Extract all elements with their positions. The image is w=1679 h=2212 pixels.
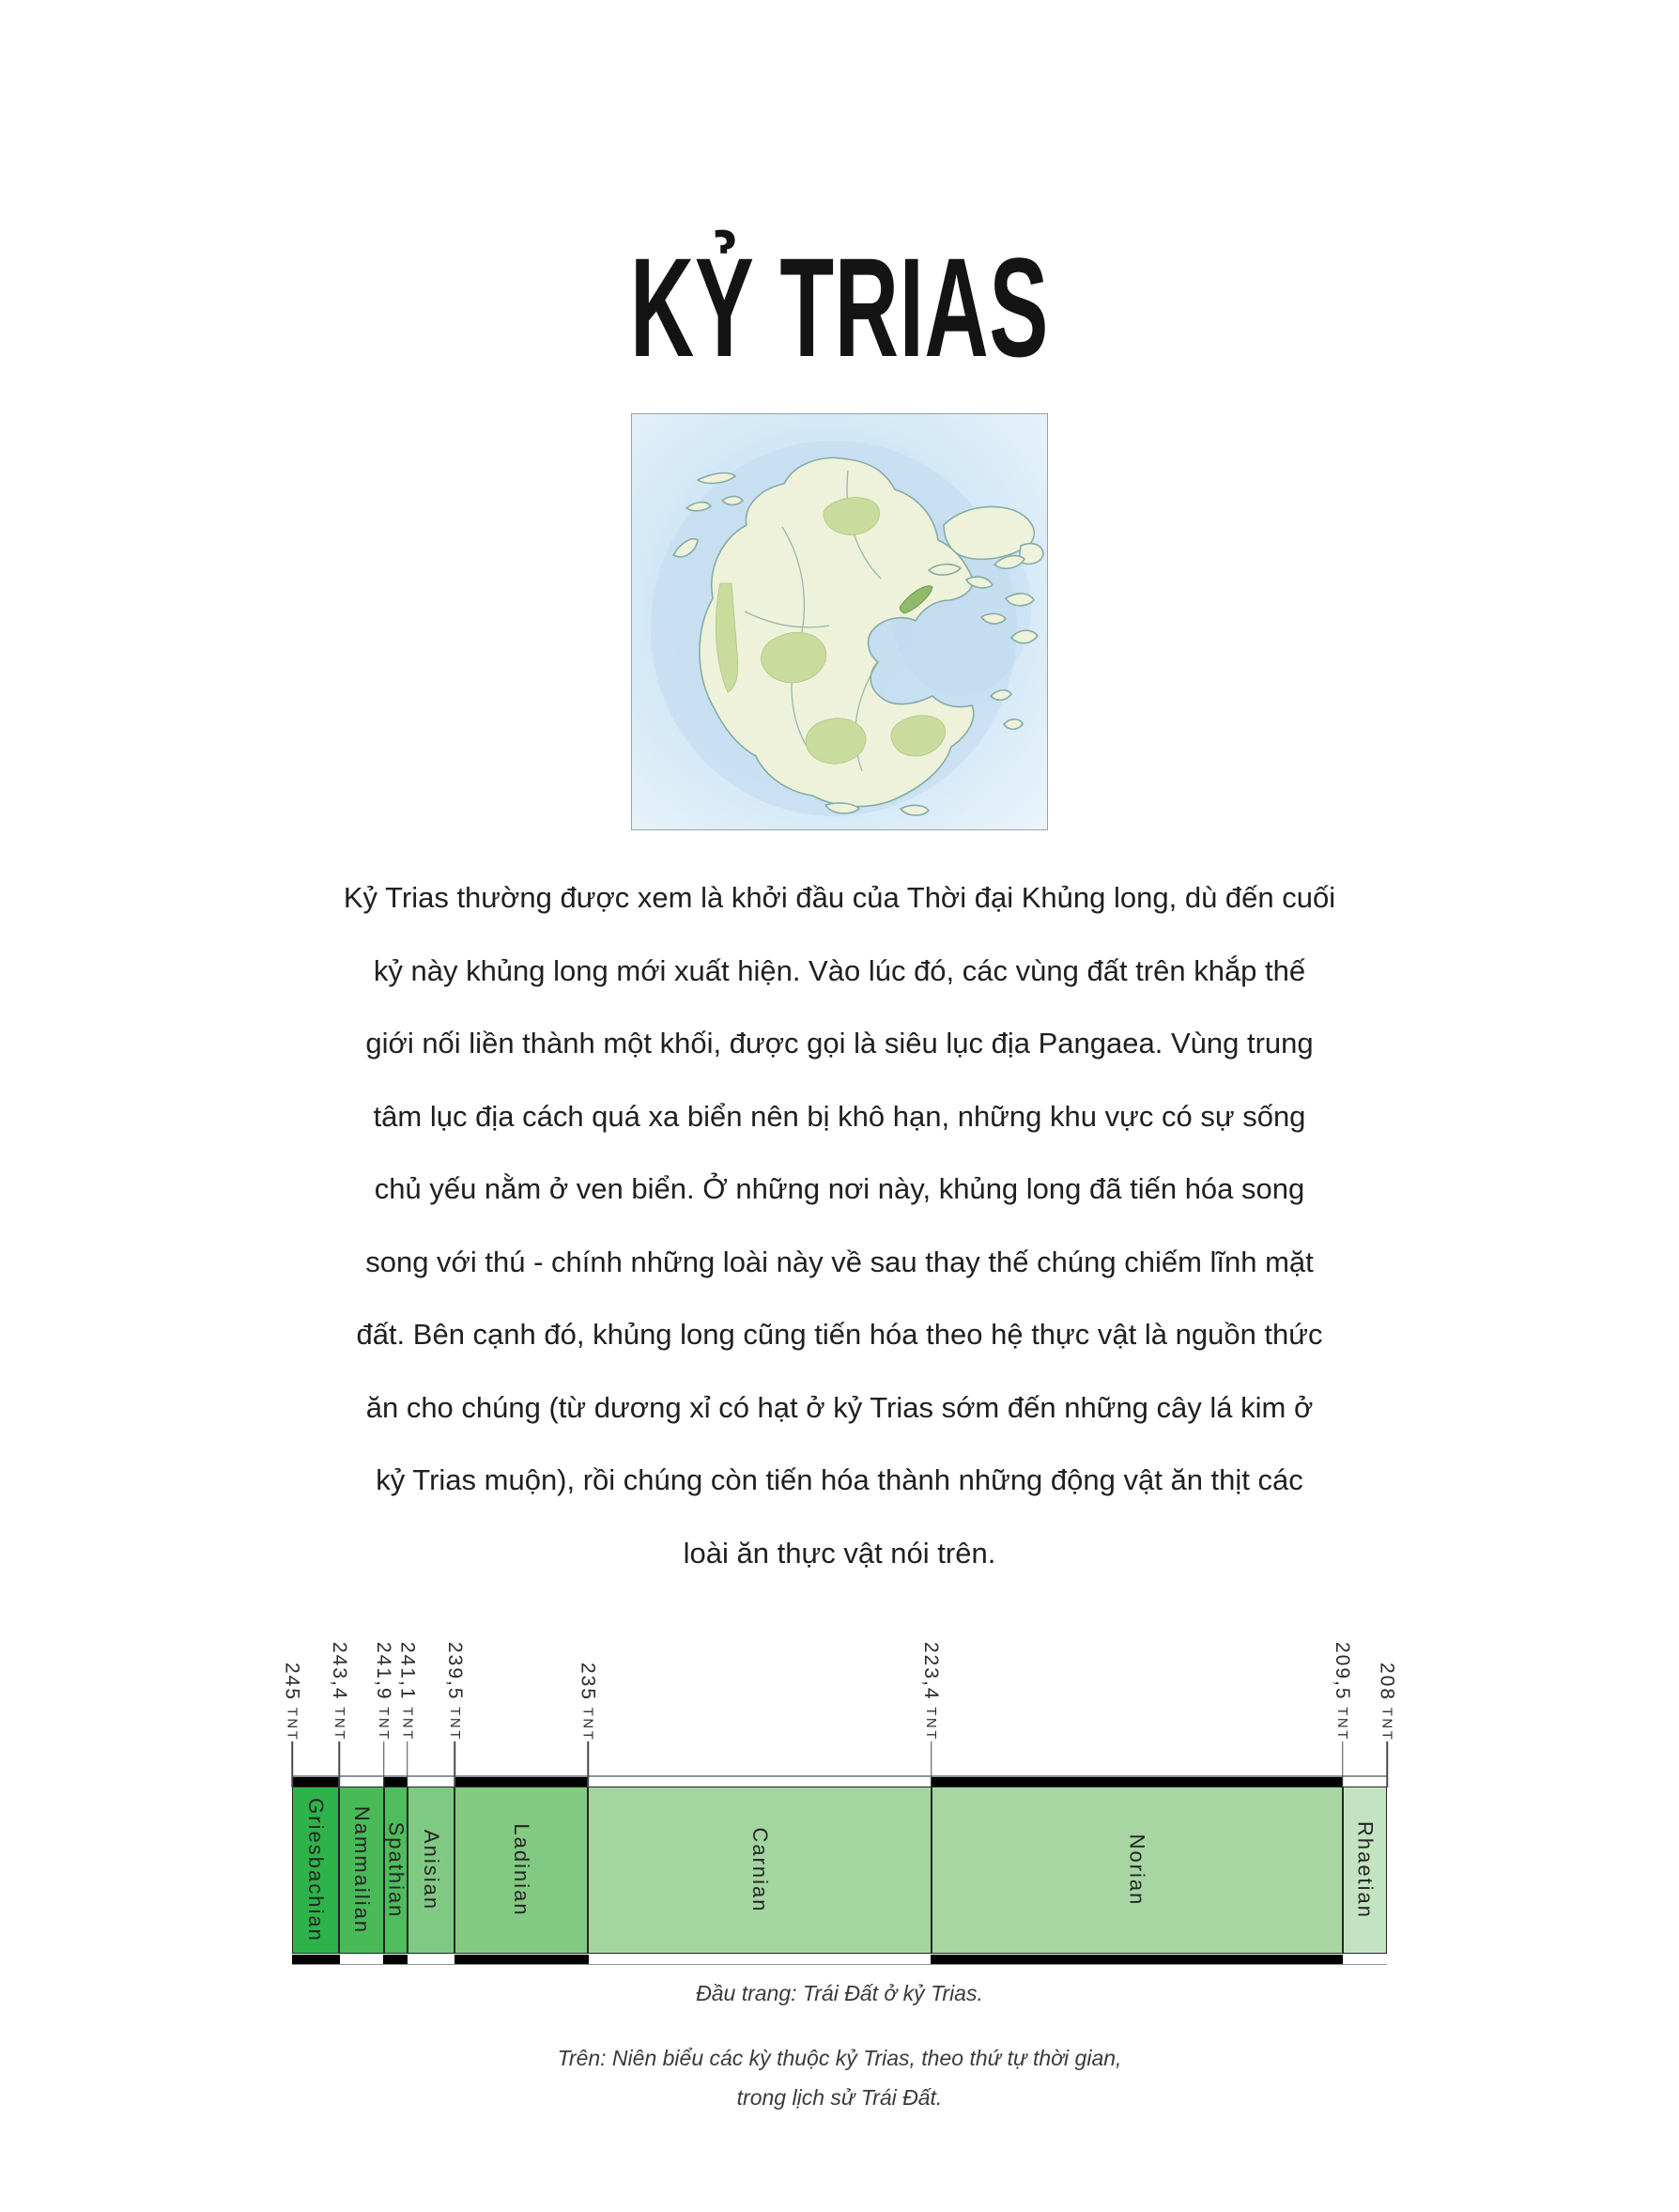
timeline-segment-label: Spathian [384,1821,408,1919]
timeline-segment-cap [931,1955,1343,1965]
pangaea-map-svg [632,414,1047,829]
timeline-tick [1386,1741,1388,1787]
timeline-segment-norian [932,1787,1343,1954]
paragraph-line: ăn cho chúng (từ dương xỉ có hạt ở kỷ Trias sớm đến những cây lá kim ở [365,1390,1314,1424]
timeline-tick [1342,1741,1344,1787]
timeline-tick-label: 243,4 TNT [328,1642,350,1741]
timeline-segment-label: Nammailian [350,1805,375,1935]
paragraph-line: tâm lục địa cách quá xa biển nên bị khô hạn, những khu vực có sự sống [373,1099,1306,1133]
timeline-chart [281,1636,1398,1965]
timeline-tick-label: 245 TNT [281,1662,303,1741]
timeline-segment-rhaetian [1343,1787,1387,1954]
timeline-tick-label: 235 TNT [577,1662,599,1741]
timeline-tick [291,1741,293,1787]
timeline-caption [0,2038,1679,2117]
paragraph-line: chủ yếu nằm ở ven biển. Ở những nơi này, khủng long đã tiến hóa song [374,1172,1305,1205]
timeline-segment-carnian [588,1787,932,1954]
timeline-tick [454,1741,456,1787]
timeline-tick-label: 209,5 TNT [1332,1642,1354,1741]
timeline-tick [587,1741,589,1787]
timeline-tick [339,1741,341,1787]
timeline-caption-line-2: trong lịch sử Trái Đất. [736,2085,943,2110]
timeline-top-frame-line [292,1775,1387,1777]
paragraph-line: Kỷ Trias thường được xem là khởi đầu của Thời đại Khủng long, dù đến cuối [343,881,1336,914]
timeline-segment-label: Anisian [420,1829,444,1911]
timeline-segment-cap [931,1776,1343,1787]
pangaea-map [631,413,1048,830]
page-title: KỶ TRIAS [629,228,1050,386]
timeline-tick-label: 223,4 TNT [920,1642,943,1741]
timeline-segment-cap [292,1955,340,1965]
timeline-segment-cap [454,1776,589,1787]
timeline-tick-label: 208 TNT [1376,1662,1398,1741]
timeline-segment-anisian [408,1787,454,1954]
timeline-tick-label: 239,5 TNT [443,1642,466,1741]
paragraph-line: kỷ Trias muộn), rồi chúng còn tiến hóa thành những động vật ăn thịt các [376,1463,1303,1496]
timeline-segment-label: Rhaetian [1353,1820,1378,1920]
paragraph-line: đất. Bên cạnh đó, khủng long cũng tiến hóa theo hệ thực vật là nguồn thức [356,1318,1323,1351]
timeline-segment-cap [383,1955,408,1965]
timeline-tick [931,1741,932,1787]
timeline-segment-label: Ladinian [510,1823,534,1917]
timeline-tick [383,1741,385,1787]
intro-paragraph [0,861,1679,1589]
timeline-segment-griesbachian [292,1787,339,1954]
paragraph-line: song với thú - chính những loài này về sau thay thế chúng chiếm lĩnh mặt [365,1245,1314,1278]
timeline-segment-label: Carnian [747,1827,772,1913]
timeline-tick-label-row [281,1636,1398,1741]
timeline-segment-cap [292,1776,340,1787]
timeline-segment-label: Norian [1125,1833,1149,1907]
timeline-tick-label: 241,1 TNT [396,1642,419,1741]
timeline-bottom-frame-line [292,1964,1387,1966]
timeline-tick-row [292,1741,1387,1775]
paragraph-line: kỷ này khủng long mới xuất hiện. Vào lúc đó, các vùng đất trên khắp thế [373,953,1306,987]
timeline-tick [407,1741,408,1787]
timeline-segment-ladinian [454,1787,588,1954]
map-caption: Đầu trang: Trái Đất ở kỷ Trias. [696,1981,983,2005]
timeline-segment-cap [383,1776,408,1787]
timeline-segment-nammailian [339,1787,383,1954]
timeline-caption-line-1: Trên: Niên biểu các kỳ thuộc kỷ Trias, theo thứ tự thời gian, [557,2046,1122,2070]
paragraph-line: giới nối liền thành một khối, được gọi là siêu lục địa Pangaea. Vùng trung [365,1027,1314,1060]
paragraph-line: loài ăn thực vật nói trên. [683,1536,996,1570]
timeline-band [292,1775,1387,1965]
timeline-tick-label: 241,9 TNT [373,1642,395,1741]
timeline-segment-spathian [384,1787,408,1954]
timeline-segment-cap [454,1955,589,1965]
timeline-segment-label: Griesbachian [304,1798,329,1942]
